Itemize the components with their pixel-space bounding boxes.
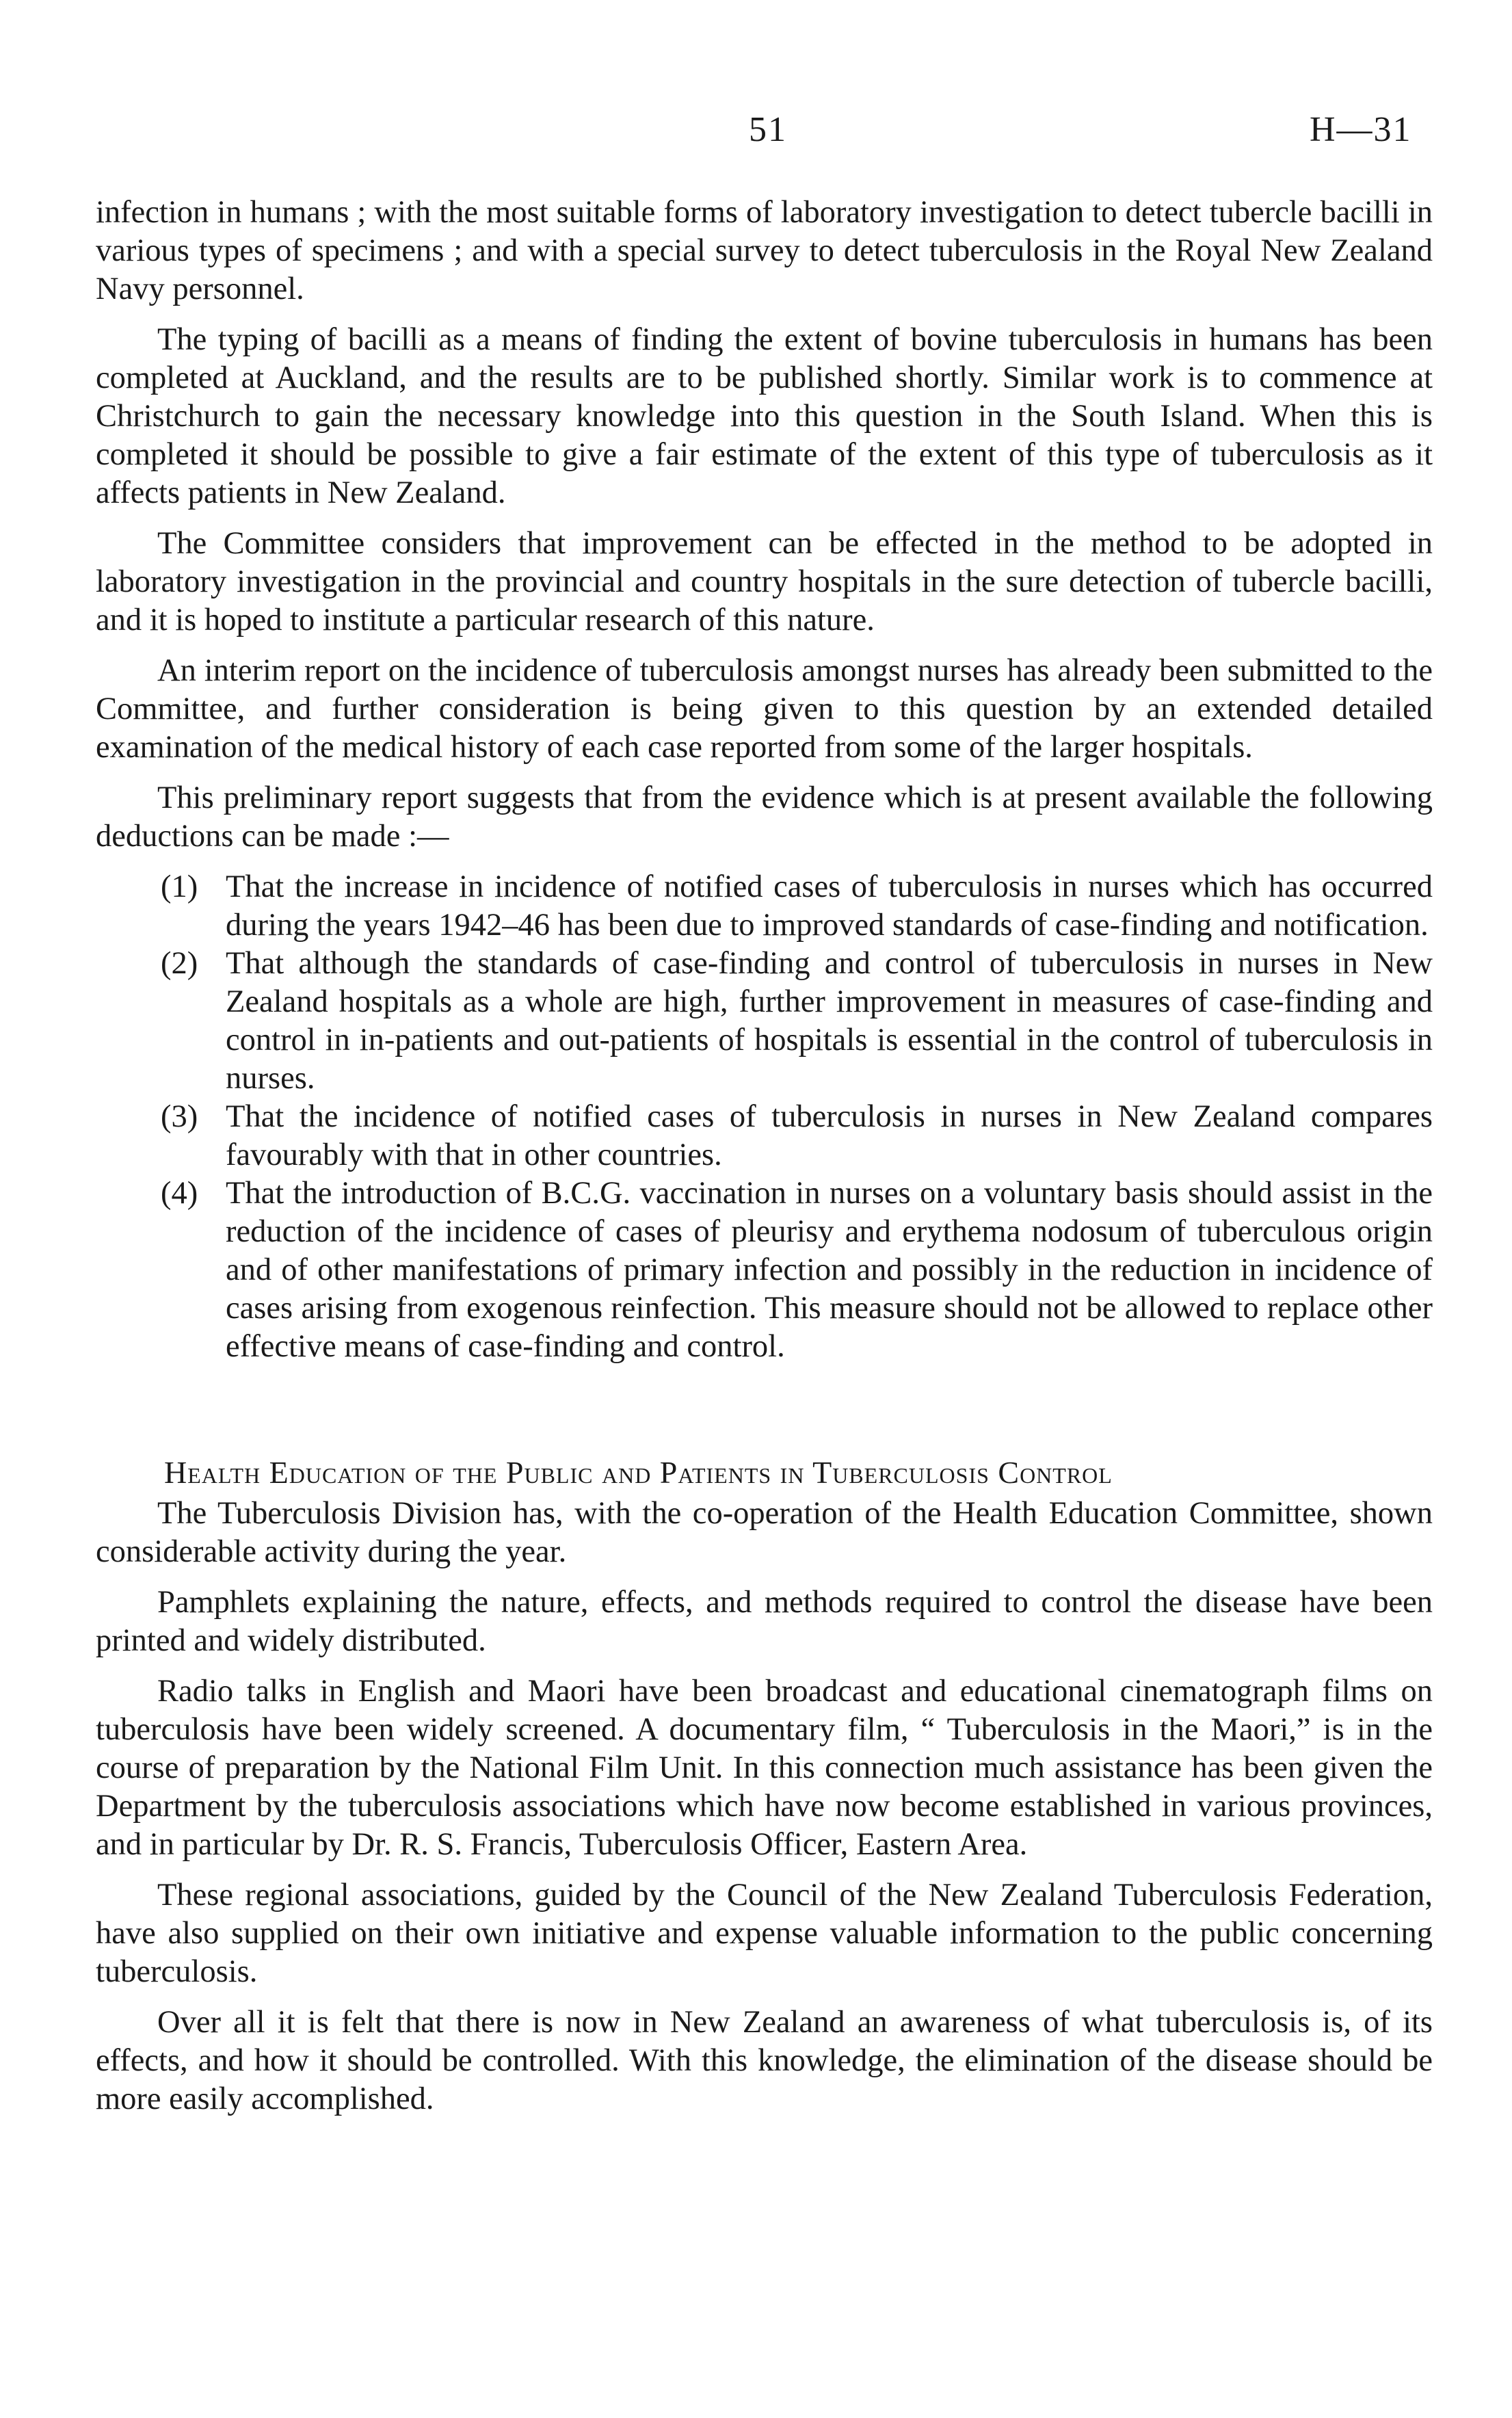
list-item-text: That the increase in incidence of notified cases of tuberculosis in nurses which has occurred during the years 1942–46 has been due to improved standards of case-finding and notification. bbox=[226, 869, 1433, 943]
list-item-text: That although the standards of case-finding and control of tuberculosis in nurses in New Zealand hospitals as a whole are high, further improvement in measures of case-finding and control in in-patients and out-patients of hospitals is essential in the control of tuberculosis in nurses. bbox=[226, 946, 1433, 1096]
list-item-number: (1) bbox=[161, 869, 198, 904]
list-item bbox=[96, 868, 1433, 945]
paragraph: Over all it is felt that there is now in New Zealand an awareness of what tuberculosis is, of its effects, and how it should be controlled. With this knowledge, the elimination of the disease should be more easily accomplished. bbox=[96, 2005, 1433, 2116]
list-item bbox=[96, 1174, 1433, 1366]
list-item-number: (3) bbox=[161, 1099, 198, 1134]
paragraph: This preliminary report suggests that from the evidence which is at present available the following deductions can be made :— bbox=[96, 780, 1433, 854]
paragraph: Pamphlets explaining the nature, effects, and methods required to control the disease have been printed and widely distributed. bbox=[96, 1585, 1433, 1658]
deductions-list bbox=[96, 868, 1433, 1366]
document-reference: H—31 bbox=[1310, 110, 1412, 149]
list-item-text: That the incidence of notified cases of tuberculosis in nurses in New Zealand compares favourably with that in other countries. bbox=[226, 1099, 1433, 1172]
page-number: 51 bbox=[749, 110, 787, 149]
list-item-number: (4) bbox=[161, 1176, 198, 1211]
section-heading: Health Education of the Public and Patients in Tuberculosis Control bbox=[164, 1455, 1113, 1490]
paragraph: The Committee considers that improvement can be effected in the method to be adopted in laboratory investigation in the provincial and country hospitals in the sure detection of tubercle bacilli, and it is hoped to institute a particular research of this nature. bbox=[96, 526, 1433, 638]
paragraph: An interim report on the incidence of tuberculosis amongst nurses has already been submitted to the Committee, and further consideration is being given to this question by an extended detailed examination of the medical history of each case reported from some of the larger hospitals. bbox=[96, 653, 1433, 765]
list-item-number: (2) bbox=[161, 946, 198, 981]
list-item bbox=[96, 945, 1433, 1098]
list-item bbox=[96, 1098, 1433, 1174]
paragraph: infection in humans ; with the most suitable forms of laboratory investigation to detect tubercle bacilli in various types of specimens ; and with a special survey to detect tuberculosis in the Royal New Zealand Navy personnel. bbox=[96, 195, 1433, 306]
paragraph: The typing of bacilli as a means of finding the extent of bovine tuberculosis in humans has been completed at Auckland, and the results are to be published shortly. Similar work is to commence at Christchurch to gain the necessary knowledge into this question in the South Island. When this is completed it should be possible to give a fair estimate of the extent of this type of tuberculosis as it affects patients in New Zealand. bbox=[96, 322, 1433, 510]
page-body bbox=[96, 194, 1433, 2131]
list-item-text: That the introduction of B.C.G. vaccination in nurses on a voluntary basis should assist in the reduction of the incidence of cases of pleurisy and erythema nodosum of tuberculous origin and of other manifestations of primary infection and possibly in the reduction in incidence of cases arising from exogenous reinfection. This measure should not be allowed to replace other effective means of case-finding and control. bbox=[226, 1176, 1433, 1364]
paragraph: Radio talks in English and Maori have been broadcast and educational cinematograph films on tuberculosis have been widely screened. A documentary film, “ Tuberculosis in the Maori,” is in the course of preparation by the National Film Unit. In this connection much assistance has been given the Department by the tuberculosis associations which have now become established in various provinces, and in particular by Dr. R. S. Francis, Tuberculosis Officer, Eastern Area. bbox=[96, 1674, 1433, 1862]
paragraph: These regional associations, guided by the Council of the New Zealand Tuberculosis Federation, have also supplied on their own initiative and expense valuable information to the public concerning tuberculosis. bbox=[96, 1878, 1433, 1989]
paragraph: The Tuberculosis Division has, with the co-operation of the Health Education Committee, shown considerable activity during the year. bbox=[96, 1496, 1433, 1569]
